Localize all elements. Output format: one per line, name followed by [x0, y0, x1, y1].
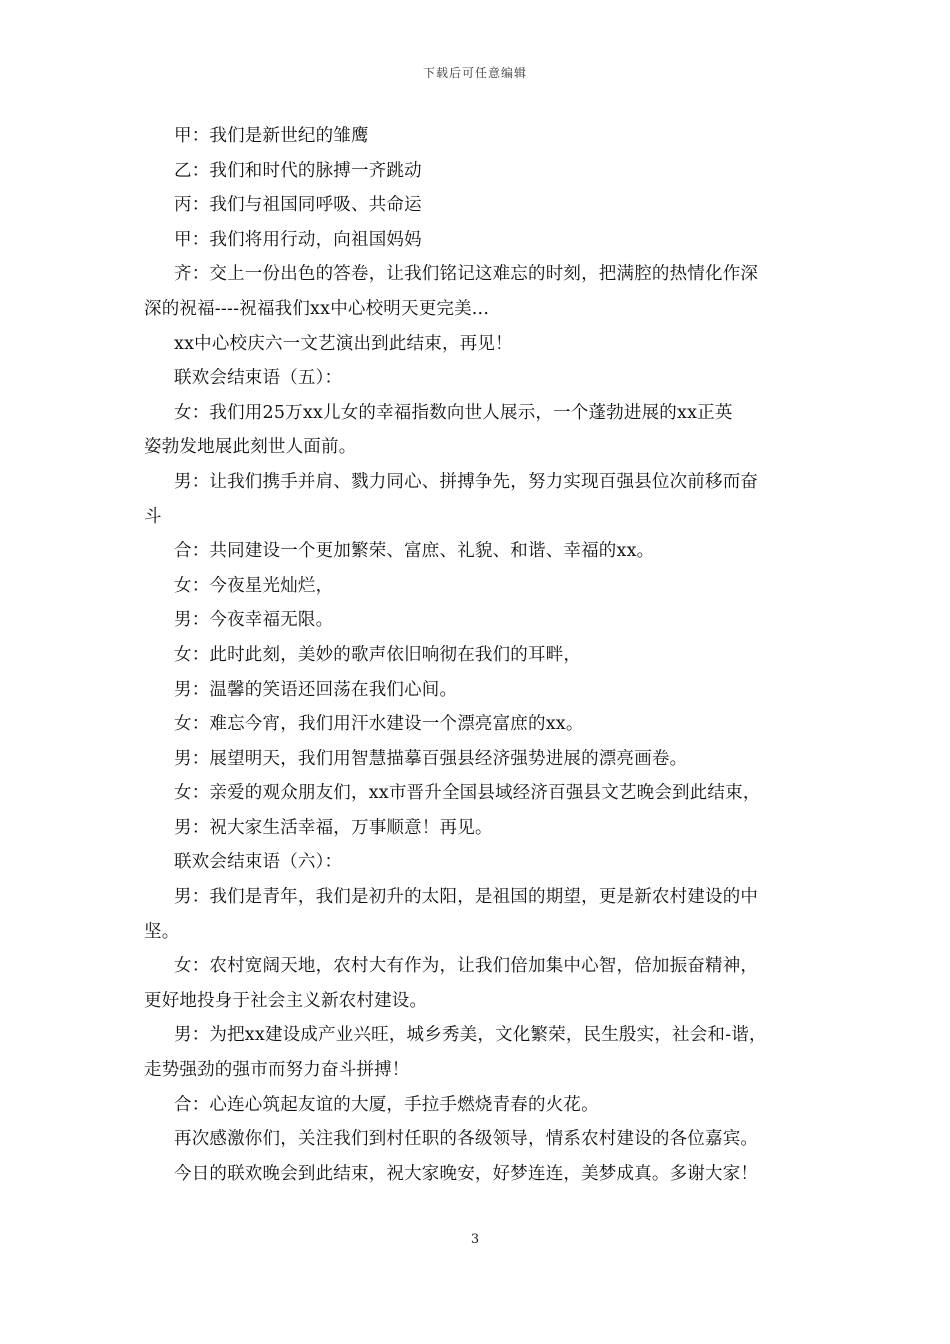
- text-line: 男：祝大家生活幸福，万事顺意！再见。: [174, 817, 493, 838]
- page-header-note: 下载后可任意编辑: [422, 66, 527, 80]
- text-line: 女：亲爱的观众朋友们，xx市晋升全国县域经济百强县文艺晚会到此结束，: [174, 783, 761, 804]
- document-body: [144, 119, 812, 1191]
- text-line: 男：为把xx建设成产业兴旺，城乡秀美，文化繁荣，民生殷实，社会和-谐，: [174, 1025, 767, 1046]
- text-line: 女：农村宽阔天地，农村大有作为，让我们倍加集中心智，倍加振奋精神，: [174, 956, 759, 977]
- text-line: 男：让我们携手并肩、戮力同心、拼搏争先，努力实现百强县位次前移而奋: [174, 471, 759, 492]
- text-line: 齐：交上一份出色的答卷，让我们铭记这难忘的时刻，把满腔的热情化作深: [174, 264, 759, 285]
- text-line: 男：今夜幸福无限。: [174, 610, 334, 631]
- page-number: 3: [470, 1232, 480, 1247]
- text-line: 甲：我们是新世纪的雏鹰: [174, 126, 369, 146]
- text-line: 女：难忘今宵，我们用汗水建设一个漂亮富庶的xx。: [174, 714, 584, 735]
- text-line: 甲：我们将用行动，向祖国妈妈: [174, 229, 422, 250]
- text-line: 女：我们用25万xx儿女的幸福指数向世人展示，一个蓬勃进展的xx正英: [174, 402, 733, 423]
- text-line: 合：共同建设一个更加繁荣、富庶、礼貌、和谐、幸福的xx。: [174, 541, 655, 562]
- text-line: 走势强劲的强市而努力奋斗拼搏！: [144, 1060, 410, 1081]
- text-line: 男：我们是青年，我们是初升的太阳，是祖国的期望，更是新农村建设的中: [174, 887, 759, 908]
- text-line: 今日的联欢晚会到此结束，祝大家晚安，好梦连连，美梦成真。多谢大家！: [174, 1163, 759, 1184]
- text-line: 坚。: [144, 921, 180, 942]
- text-line: 深的祝福----祝福我们xx中心校明天更完美...: [144, 298, 490, 319]
- text-line: 联欢会结束语（五）：: [174, 368, 343, 389]
- text-line: 丙：我们与祖国同呼吸、共命运: [174, 195, 422, 216]
- text-line: 乙：我们和时代的脉搏一齐跳动: [174, 160, 422, 181]
- text-line: 合：心连心筑起友谊的大厦，手拉手燃烧青春的火花。: [174, 1094, 599, 1115]
- text-line: xx中心校庆六一文艺演出到此结束，再见！: [174, 333, 513, 354]
- text-line: 男：展望明天，我们用智慧描摹百强县经济强势进展的漂亮画卷。: [174, 748, 688, 769]
- text-line: 男：温馨的笑语还回荡在我们心间。: [174, 679, 458, 700]
- text-line: 再次感激你们，关注我们到村任职的各级领导，情系农村建设的各位嘉宾。: [174, 1129, 759, 1150]
- text-line: 姿勃发地展此刻世人面前。: [144, 437, 357, 458]
- text-line: 联欢会结束语（六）：: [174, 852, 343, 873]
- text-line: 更好地投身于社会主义新农村建设。: [144, 990, 428, 1011]
- text-line: 女：此时此刻，美妙的歌声依旧响彻在我们的耳畔，: [174, 644, 582, 665]
- text-line: 斗: [144, 506, 162, 527]
- text-line: 女：今夜星光灿烂，: [174, 575, 334, 596]
